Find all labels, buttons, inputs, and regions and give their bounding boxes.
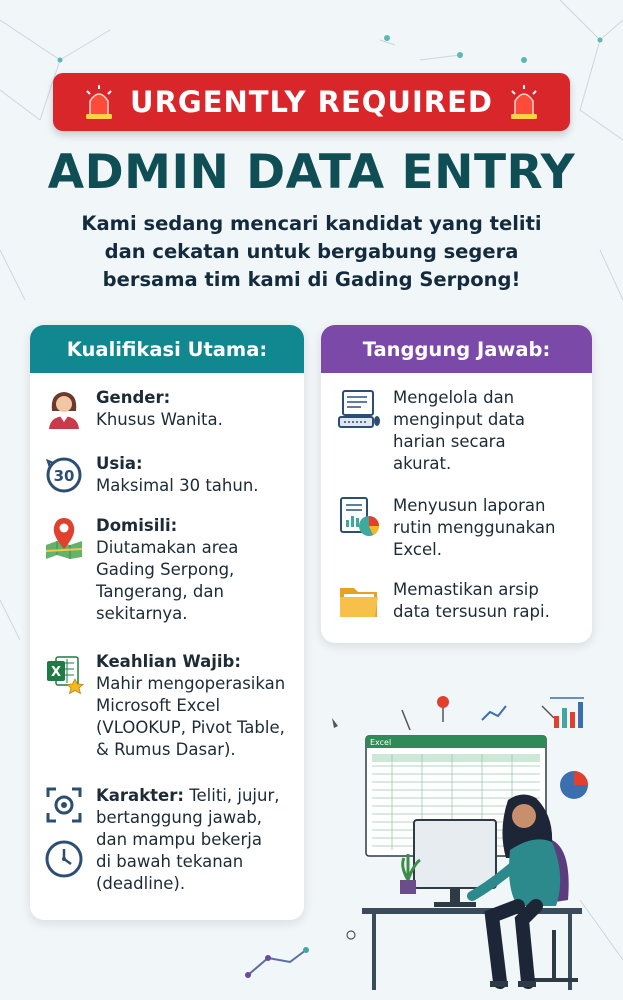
qualification-value: Khusus Wanita. [96,410,223,429]
focus-icon [44,785,84,825]
qualifications-title: Kualifikasi Utama: [30,325,304,373]
character-icons [44,785,84,895]
report-chart-icon [337,495,381,539]
qualification-age [44,453,302,497]
qualification-character [44,785,302,895]
svg-text:X: X [50,665,62,680]
siren-icon [82,83,116,121]
qualification-value: sekitarnya. [96,604,188,623]
intro-text [30,210,593,294]
responsibility-text: Excel. [393,540,442,559]
qualification-domicile [44,515,302,625]
woman-avatar-icon [44,387,84,431]
qualifications-card [30,325,304,920]
intro-line: dan cekatan untuk bergabung segera [104,240,519,263]
siren-icon [507,83,541,121]
urgent-banner [53,73,570,131]
qualification-value: Diutamakan area [96,538,239,557]
qualification-label: Karakter: [96,786,184,805]
intro-line: bersama tim kami di Gading Serpong! [102,268,521,291]
qualification-value: Gading Serpong, [96,560,235,579]
responsibilities-title: Tanggung Jawab: [321,325,592,373]
spreadsheet-title: Excel [370,738,392,747]
responsibility-text: Memastikan arsip [393,580,539,599]
woman-at-computer-illustration [322,690,602,995]
qualification-value: & Rumus Dasar). [96,740,236,759]
clock-icon [44,837,84,879]
responsibilities-card [321,325,592,643]
excel-icon [44,651,84,695]
qualification-gender [44,387,302,431]
qualification-value: Teliti, jujur, [189,786,280,805]
qualification-value: Tangerang, dan [96,582,224,601]
page-title: ADMIN DATA ENTRY [47,145,576,200]
qualification-skills [44,651,302,761]
qualification-value: Microsoft Excel [96,696,221,715]
qualification-value: di bawah tekanan [96,852,244,871]
folder-icon [337,579,381,623]
banner-title: URGENTLY REQUIRED [130,85,493,119]
qualification-label: Usia: [96,454,143,473]
qualification-label: Domisili: [96,516,178,535]
svg-text:30: 30 [53,467,75,485]
responsibility-text: harian secara [393,432,506,451]
responsibility-text: Mengelola dan [393,388,515,407]
qualification-value: bertanggung jawab, [96,808,263,827]
qualification-value: Mahir mengoperasikan [96,674,286,693]
responsibility-text: rutin menggunakan [393,518,556,537]
responsibility-text: Menyusun laporan [393,496,546,515]
qualification-value: dan mampu bekerja [96,830,262,849]
intro-line: Kami sedang mencari kandidat yang teliti [81,212,542,235]
qualification-value: Maksimal 30 tahun. [96,476,259,495]
keyboard-monitor-icon [337,387,381,431]
responsibility-text: menginput data [393,410,526,429]
qualification-label: Gender: [96,388,171,407]
responsibility-item [337,387,589,475]
qualification-label: Keahlian Wajib: [96,652,241,671]
responsibility-item [337,579,589,623]
qualification-value: (VLOOKUP, Pivot Table, [96,718,285,737]
responsibility-item [337,495,589,561]
map-pin-icon [44,515,84,559]
responsibility-text: akurat. [393,454,452,473]
qualification-value: (deadline). [96,874,186,893]
age-30-icon [44,453,84,497]
responsibility-text: data tersusun rapi. [393,602,550,621]
